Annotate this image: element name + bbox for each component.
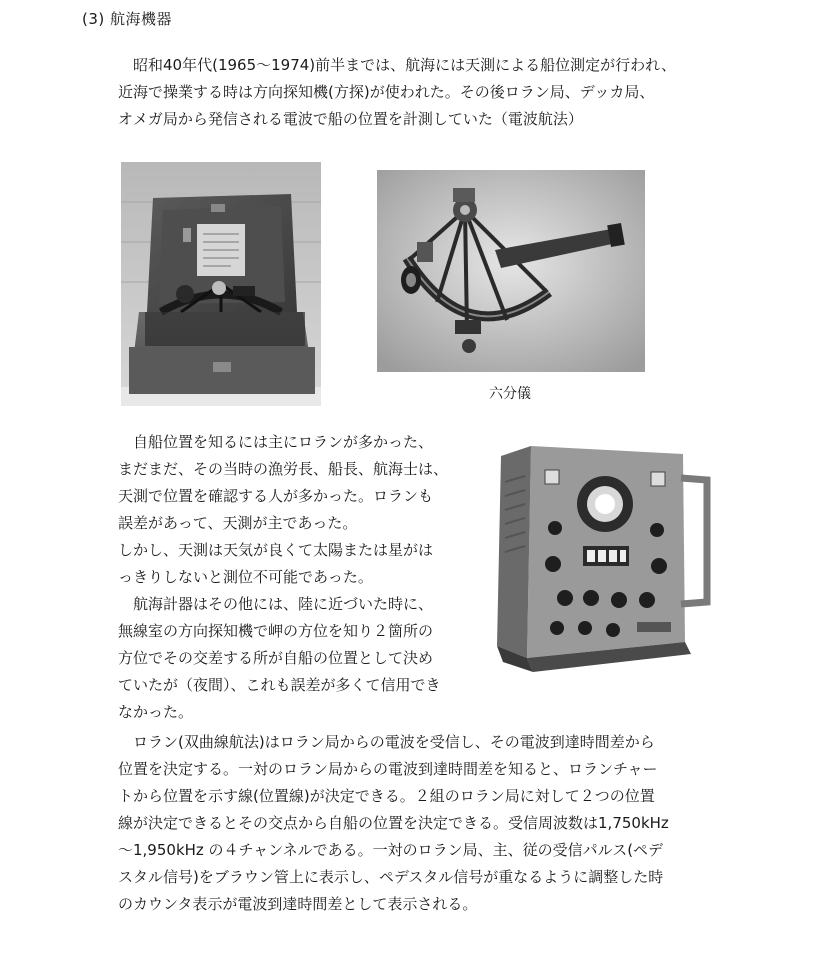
sextant-box-photo [121, 162, 321, 406]
loran-line: 〜1,950kHz の４チャンネルである。一対のロラン局、主、従の受信パルス(ペデ [118, 841, 664, 859]
position-line: まだまだ、その当時の漁労長、船長、航海士は、 [118, 460, 449, 478]
position-line: ていたが（夜間）、これも誤差が多くて信用でき [118, 676, 441, 694]
intro-line: 昭和40年代(1965〜1974)前半までは、航海には天測による船位測定が行われ、 [118, 56, 677, 74]
position-line: っきりしないと測位不可能であった。 [118, 568, 373, 586]
position-paragraph [118, 429, 448, 726]
loran-line: トから位置を示す線(位置線)が決定できる。２組のロラン局に対して２つの位置 [118, 787, 655, 805]
loran-receiver-photo [487, 432, 711, 682]
position-line: 無線室の方向探知機で岬の方位を知り２箇所の [118, 622, 434, 640]
loran-line: 線が決定できるとその交点から自船の位置を決定できる。受信周波数は1,750kHz [118, 814, 669, 832]
loran-line: 位置を決定する。一対のロラン局からの電波到達時間差を知ると、ロランチャー [118, 760, 658, 778]
sextant-photo [377, 170, 645, 372]
position-line: 自船位置を知るには主にロランが多かった、 [118, 433, 434, 451]
intro-paragraph [118, 52, 676, 133]
intro-line: オメガ局から発信される電波で船の位置を計測していた（電波航法） [118, 110, 583, 128]
section-heading: (3) 航海機器 [82, 10, 173, 28]
position-line: 誤差があって、天測が主であった。 [118, 514, 358, 532]
loran-paragraph [118, 729, 669, 918]
position-line: 天測で位置を確認する人が多かった。ロランも [118, 487, 434, 505]
intro-line: 近海で操業する時は方向探知機(方探)が使われた。その後ロラン局、デッカ局、 [118, 83, 655, 101]
position-line: 航海計器はその他には、陸に近づいた時に、 [118, 595, 434, 613]
loran-line: のカウンタ表示が電波到達時間差として表示される。 [118, 895, 478, 913]
position-line: なかった。 [118, 703, 194, 721]
sextant-caption: 六分儀 [489, 386, 531, 402]
position-line: 方位でその交差する所が自船の位置として決め [118, 649, 434, 667]
loran-line: ロラン(双曲線航法)はロラン局からの電波を受信し、その電波到達時間差から [118, 733, 655, 751]
position-line: しかし、天測は天気が良くて太陽または星がは [118, 541, 434, 559]
loran-line: スタル信号)をブラウン管上に表示し、ペデスタル信号が重なるように調整した時 [118, 868, 664, 886]
